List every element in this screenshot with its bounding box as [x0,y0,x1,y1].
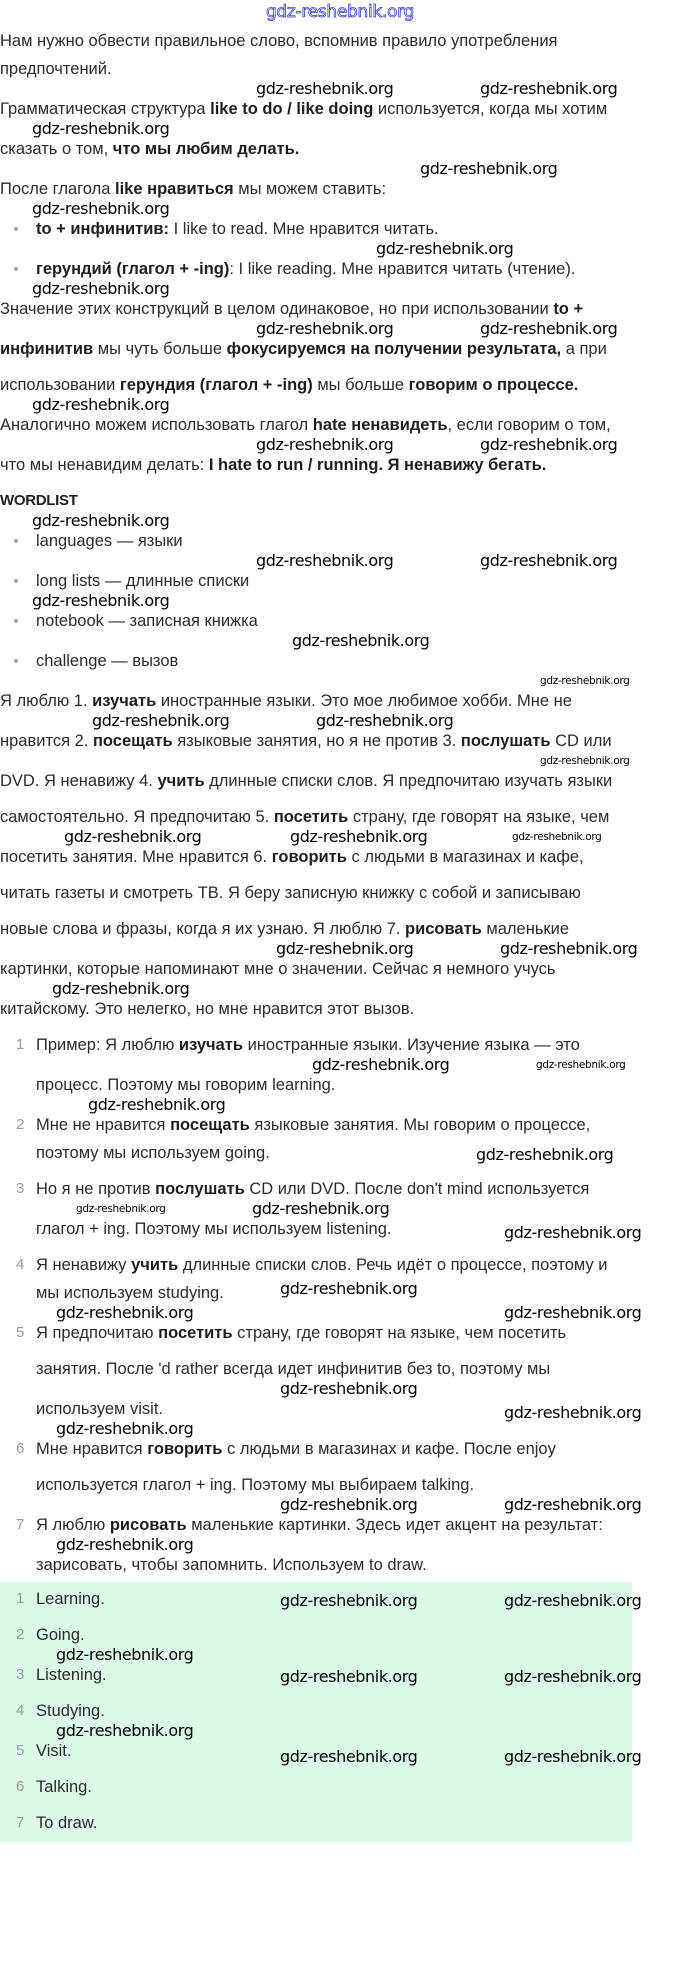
watermark: gdz-reshebnik.org [88,1095,226,1114]
answer-number: 1 [16,1590,25,1607]
text: , если говорим о том, [447,416,611,434]
answer-item [0,1740,642,1766]
text: новые слова и фразы, когда я их узнаю. Я люблю 7. [0,920,405,938]
watermark-row [0,1496,680,1514]
watermark: gdz-reshebnik.org [292,631,430,650]
watermark: gdz-reshebnik.org [276,939,414,958]
answer-item [0,1812,632,1834]
text: CD или [550,732,612,750]
watermark: gdz-reshebnik.org [256,79,394,98]
text: языковые занятия. Мы говорим о процессе, [249,1116,591,1134]
explanation-line [0,1142,680,1164]
answer-number: 4 [16,1702,25,1719]
watermark: gdz-reshebnik.org [512,831,602,843]
answer-number: 2 [16,1626,25,1643]
text: иностранные языки. Изучение языка — это [243,1036,580,1054]
watermark: gdz-reshebnik.org [476,1145,614,1164]
watermark-row [0,396,680,414]
wordlist-item [0,530,680,552]
watermark-row [0,1536,680,1554]
text: Мне нравится [36,1440,148,1458]
watermark: gdz-reshebnik.org [290,827,428,846]
bold-text: посещать [170,1116,250,1134]
watermark-row [0,512,680,530]
watermark: gdz-reshebnik.org [504,1403,642,1422]
text: Значение этих конструкций в целом одинаковое, но при использовании [0,300,554,318]
watermark-row [0,1096,680,1114]
text: посетить занятия. Мне нравится 6. [0,848,272,866]
item-number: 2 [16,1116,25,1133]
bold-text: посещать [92,732,173,750]
item-number: 6 [16,1440,25,1457]
watermark: gdz-reshebnik.org [500,939,638,958]
intro-line-1: Нам нужно обвести правильное слово, вспомнив правило употребления [0,32,558,50]
watermark: gdz-reshebnik.org [32,199,170,218]
text: Going. [36,1626,85,1644]
text: языковые занятия, но я не против 3. [172,732,461,750]
bold-text: послушать [155,1180,245,1198]
text: используется, когда мы хотим [373,100,608,118]
watermark: gdz-reshebnik.org [32,591,170,610]
meaning-line-3 [0,374,680,396]
explanation-line: используется глагол + ing. Поэтому мы выбираем talking. [36,1476,475,1494]
watermark-row [0,80,680,98]
explanation-line [0,1514,680,1536]
bold-text: to + [553,300,584,318]
bold-text: изучать [92,692,157,710]
story-line [0,730,680,752]
bold-text: учить [131,1256,179,1274]
text: Visit. [36,1742,72,1760]
watermark: gdz-reshebnik.org [64,827,202,846]
text: мы чуть больше [93,340,227,358]
bold-text: I hate to run / running. Я ненавижу бегать. [208,456,547,474]
bold-text: hate ненавидеть [312,416,448,434]
watermark: gdz-reshebnik.org [540,755,630,767]
watermark-row [0,280,680,298]
item-number: 3 [16,1180,25,1197]
answer-item [0,1664,642,1686]
text: После глагола [0,180,115,198]
watermark: gdz-reshebnik.org [504,1495,642,1514]
bold-text: послушать [460,732,551,750]
bold-text: инфинитив [0,340,94,358]
watermark: gdz-reshebnik.org [420,159,558,178]
answer-item [0,1588,642,1610]
watermark-row [0,940,680,958]
text: сказать о том, [0,140,113,158]
watermark: gdz-reshebnik.org [52,979,190,998]
text: страну, где говорят на языке, чем посетить [232,1324,567,1342]
story-line: картинки, которые напоминают мне о значении. Сейчас я немного учусь [0,960,556,978]
explanation-line [0,1178,680,1200]
bold-text: to + инфинитив: [36,220,170,238]
bullet-icon [14,267,18,271]
wordlist-item [0,650,680,672]
intro-paragraph-2 [0,98,680,120]
watermark: gdz-reshebnik.org [536,1059,626,1071]
watermark-row [0,160,680,178]
text: длинные списки слов. Я предпочитаю изучать языки [204,772,613,790]
watermark: gdz-reshebnik.org [56,1535,194,1554]
text: маленькие картинки. Здесь идет акцент на результат: [186,1516,603,1534]
text: Я ненавижу [36,1256,132,1274]
watermark-row [0,632,680,650]
meaning-line-1 [0,298,680,320]
answer-item [0,1624,632,1646]
watermark: gdz-reshebnik.org [280,1591,418,1610]
text: с людьми в магазинах и кафе. После enjoy [222,1440,556,1458]
watermark-row [0,752,680,770]
watermark: gdz-reshebnik.org [32,395,170,414]
bold-text: посетить [273,808,349,826]
watermark: gdz-reshebnik.org [56,1303,194,1322]
bullet-icon [14,227,18,231]
watermark-row [0,672,680,690]
text: мы можем ставить: [233,180,387,198]
watermark: gdz-reshebnik.org [32,279,170,298]
explanation-line [0,1279,680,1304]
watermark-row [0,980,680,998]
bullet-icon [14,579,18,583]
wordlist-heading: WORDLIST [0,492,78,509]
text: Пример: Я люблю [36,1036,179,1054]
explanation-line [0,1254,680,1276]
watermark: gdz-reshebnik.org [504,1303,642,1322]
explanation-line [0,1438,680,1460]
text: long lists — длинные списки [36,572,250,590]
watermark: gdz-reshebnik.org [256,319,394,338]
watermark-row [0,200,680,218]
text: поэтому мы используем going. [36,1144,270,1162]
text: DVD. Я ненавижу 4. [0,772,158,790]
bullet-icon [14,659,18,663]
watermark: gdz-reshebnik.org [280,1747,418,1766]
explanation-line [0,1398,680,1420]
hate-line-2 [0,454,680,476]
watermark-row [0,1200,680,1218]
text: Я предпочитаю [36,1324,159,1342]
watermark: gdz-reshebnik.org [92,711,230,730]
text: с людьми в магазинах и кафе, [346,848,584,866]
watermark-row [0,712,680,730]
answer-number: 6 [16,1778,25,1795]
intro-line-2: предпочтений. [0,60,112,78]
answer-item [0,1776,632,1798]
text: нравится 2. [0,732,93,750]
watermark: gdz-reshebnik.org [280,1379,418,1398]
answers-box [0,1582,642,1842]
bold-text: like to do / like doing [210,100,374,118]
watermark: gdz-reshebnik.org [56,1645,194,1664]
watermark-row [0,1304,680,1322]
item-number: 7 [16,1516,25,1533]
explanation-line [0,1114,680,1136]
bullet-icon [14,619,18,623]
text: длинные списки слов. Речь идёт о процессе, поэтому и [178,1256,608,1274]
watermark-row [0,1056,680,1074]
text: notebook — записная книжка [36,612,258,630]
watermark: gdz-reshebnik.org [480,435,618,454]
text: мы больше [312,376,409,394]
watermark-row [0,240,680,258]
text: : I like reading. Мне нравится читать (чтение). [229,260,576,278]
watermark-row [0,828,680,846]
watermark-row [0,436,680,454]
watermark: gdz-reshebnik.org [312,1055,450,1074]
watermark: gdz-reshebnik.org [280,1279,418,1298]
story-line: читать газеты и смотреть ТВ. Я беру записную книжку с собой и записываю [0,884,581,902]
text: Но я не против [36,1180,156,1198]
story-line [0,918,680,940]
text: CD или DVD. После don't mind используется [244,1180,590,1198]
text: маленькие [481,920,570,938]
watermark: gdz-reshebnik.org [56,1721,194,1740]
bold-text: like нравиться [115,180,234,198]
rule-item [0,258,680,280]
text: Я люблю [36,1516,110,1534]
intro-paragraph-2-cont [0,138,680,160]
story-line [0,770,680,792]
wordlist-item [0,570,680,592]
explanation-line [0,1034,680,1056]
explanation-line [0,1218,680,1240]
watermark: gdz-reshebnik.org [256,435,394,454]
story-line: китайскому. Это нелегко, но мне нравится этот вызов. [0,1000,415,1018]
bold-text: фокусируемся на получении результата, [226,340,562,358]
bold-text: изучать [178,1036,244,1054]
text: Мне не нравится [36,1116,171,1134]
text: страну, где говорят на языке, чем [348,808,610,826]
watermark-row [0,320,680,338]
rule-item [0,218,680,240]
bold-text: учить [157,772,205,790]
watermark-row [0,120,680,138]
item-number: 1 [16,1036,25,1053]
text: languages — языки [36,532,183,550]
watermark: gdz-reshebnik.org [540,675,630,687]
text: иностранные языки. Это мое любимое хобби. Мне не [156,692,572,710]
text: Studying. [36,1702,105,1720]
text: что мы ненавидим делать: [0,456,209,474]
watermark-row [0,592,680,610]
text: To draw. [36,1814,98,1832]
wordlist-item [0,610,680,632]
text: Learning. [36,1590,105,1608]
watermark: gdz-reshebnik.org [76,1203,166,1215]
meaning-line-2 [0,338,680,360]
item-number: 5 [16,1324,25,1341]
watermark: gdz-reshebnik.org [280,1667,418,1686]
watermark: gdz-reshebnik.org [504,1747,642,1766]
explanation-line: занятия. После 'd rather всегда идет инфинитив без to, поэтому мы [36,1360,551,1378]
header-watermark: gdz-reshebnik.org [265,2,415,22]
story-line [0,806,680,828]
watermark: gdz-reshebnik.org [504,1667,642,1686]
watermark: gdz-reshebnik.org [32,119,170,138]
explanation-line [0,1322,680,1344]
text: глагол + ing. Поэтому мы используем listening. [36,1220,392,1238]
bold-text: посетить [158,1324,233,1342]
explanation-line: зарисовать, чтобы запомнить. Используем to draw. [36,1556,427,1574]
watermark: gdz-reshebnik.org [504,1223,642,1242]
story-line [0,690,680,712]
text: мы используем studying. [36,1284,224,1302]
bold-text: что мы любим делать. [112,140,300,158]
watermark: gdz-reshebnik.org [480,79,618,98]
answer-number: 3 [16,1666,25,1683]
text: Грамматическая структура [0,100,211,118]
watermark: gdz-reshebnik.org [480,319,618,338]
hate-line-1 [0,414,680,436]
watermark: gdz-reshebnik.org [256,551,394,570]
text: challenge — вызов [36,652,179,670]
text: Аналогично можем использовать глагол [0,416,313,434]
watermark: gdz-reshebnik.org [376,239,514,258]
answer-item [0,1700,632,1722]
text: самостоятельно. Я предпочитаю 5. [0,808,274,826]
bold-text: герундий (глагол + -ing) [36,260,230,278]
watermark-row [0,1722,632,1740]
watermark: gdz-reshebnik.org [316,711,454,730]
watermark: gdz-reshebnik.org [252,1199,390,1218]
intro-paragraph-3 [0,178,680,200]
text: Talking. [36,1778,92,1796]
bold-text: говорить [271,848,347,866]
text: а при [561,340,607,358]
watermark: gdz-reshebnik.org [504,1591,642,1610]
bullet-icon [14,539,18,543]
answer-number: 5 [16,1742,25,1759]
answer-number: 7 [16,1814,25,1831]
text: Я люблю 1. [0,692,93,710]
watermark: gdz-reshebnik.org [32,511,170,530]
watermark-row [0,1646,632,1664]
item-number: 4 [16,1256,25,1273]
watermark: gdz-reshebnik.org [56,1419,194,1438]
bold-text: говорить [147,1440,223,1458]
bold-text: герундия (глагол + -ing) [119,376,313,394]
watermark-row [0,1420,680,1438]
bold-text: рисовать [405,920,482,938]
text: I like to read. Мне нравится читать. [169,220,439,238]
text: использовании [0,376,120,394]
watermark: gdz-reshebnik.org [480,551,618,570]
explanation-line: процесс. Поэтому мы говорим learning. [36,1076,336,1094]
text: используем visit. [36,1400,163,1418]
bold-text: говорим о процессе. [408,376,579,394]
bold-text: рисовать [109,1516,187,1534]
text: Listening. [36,1666,107,1684]
watermark-row [0,552,680,570]
watermark: gdz-reshebnik.org [280,1495,418,1514]
story-line [0,846,680,868]
watermark-row [0,1380,680,1398]
